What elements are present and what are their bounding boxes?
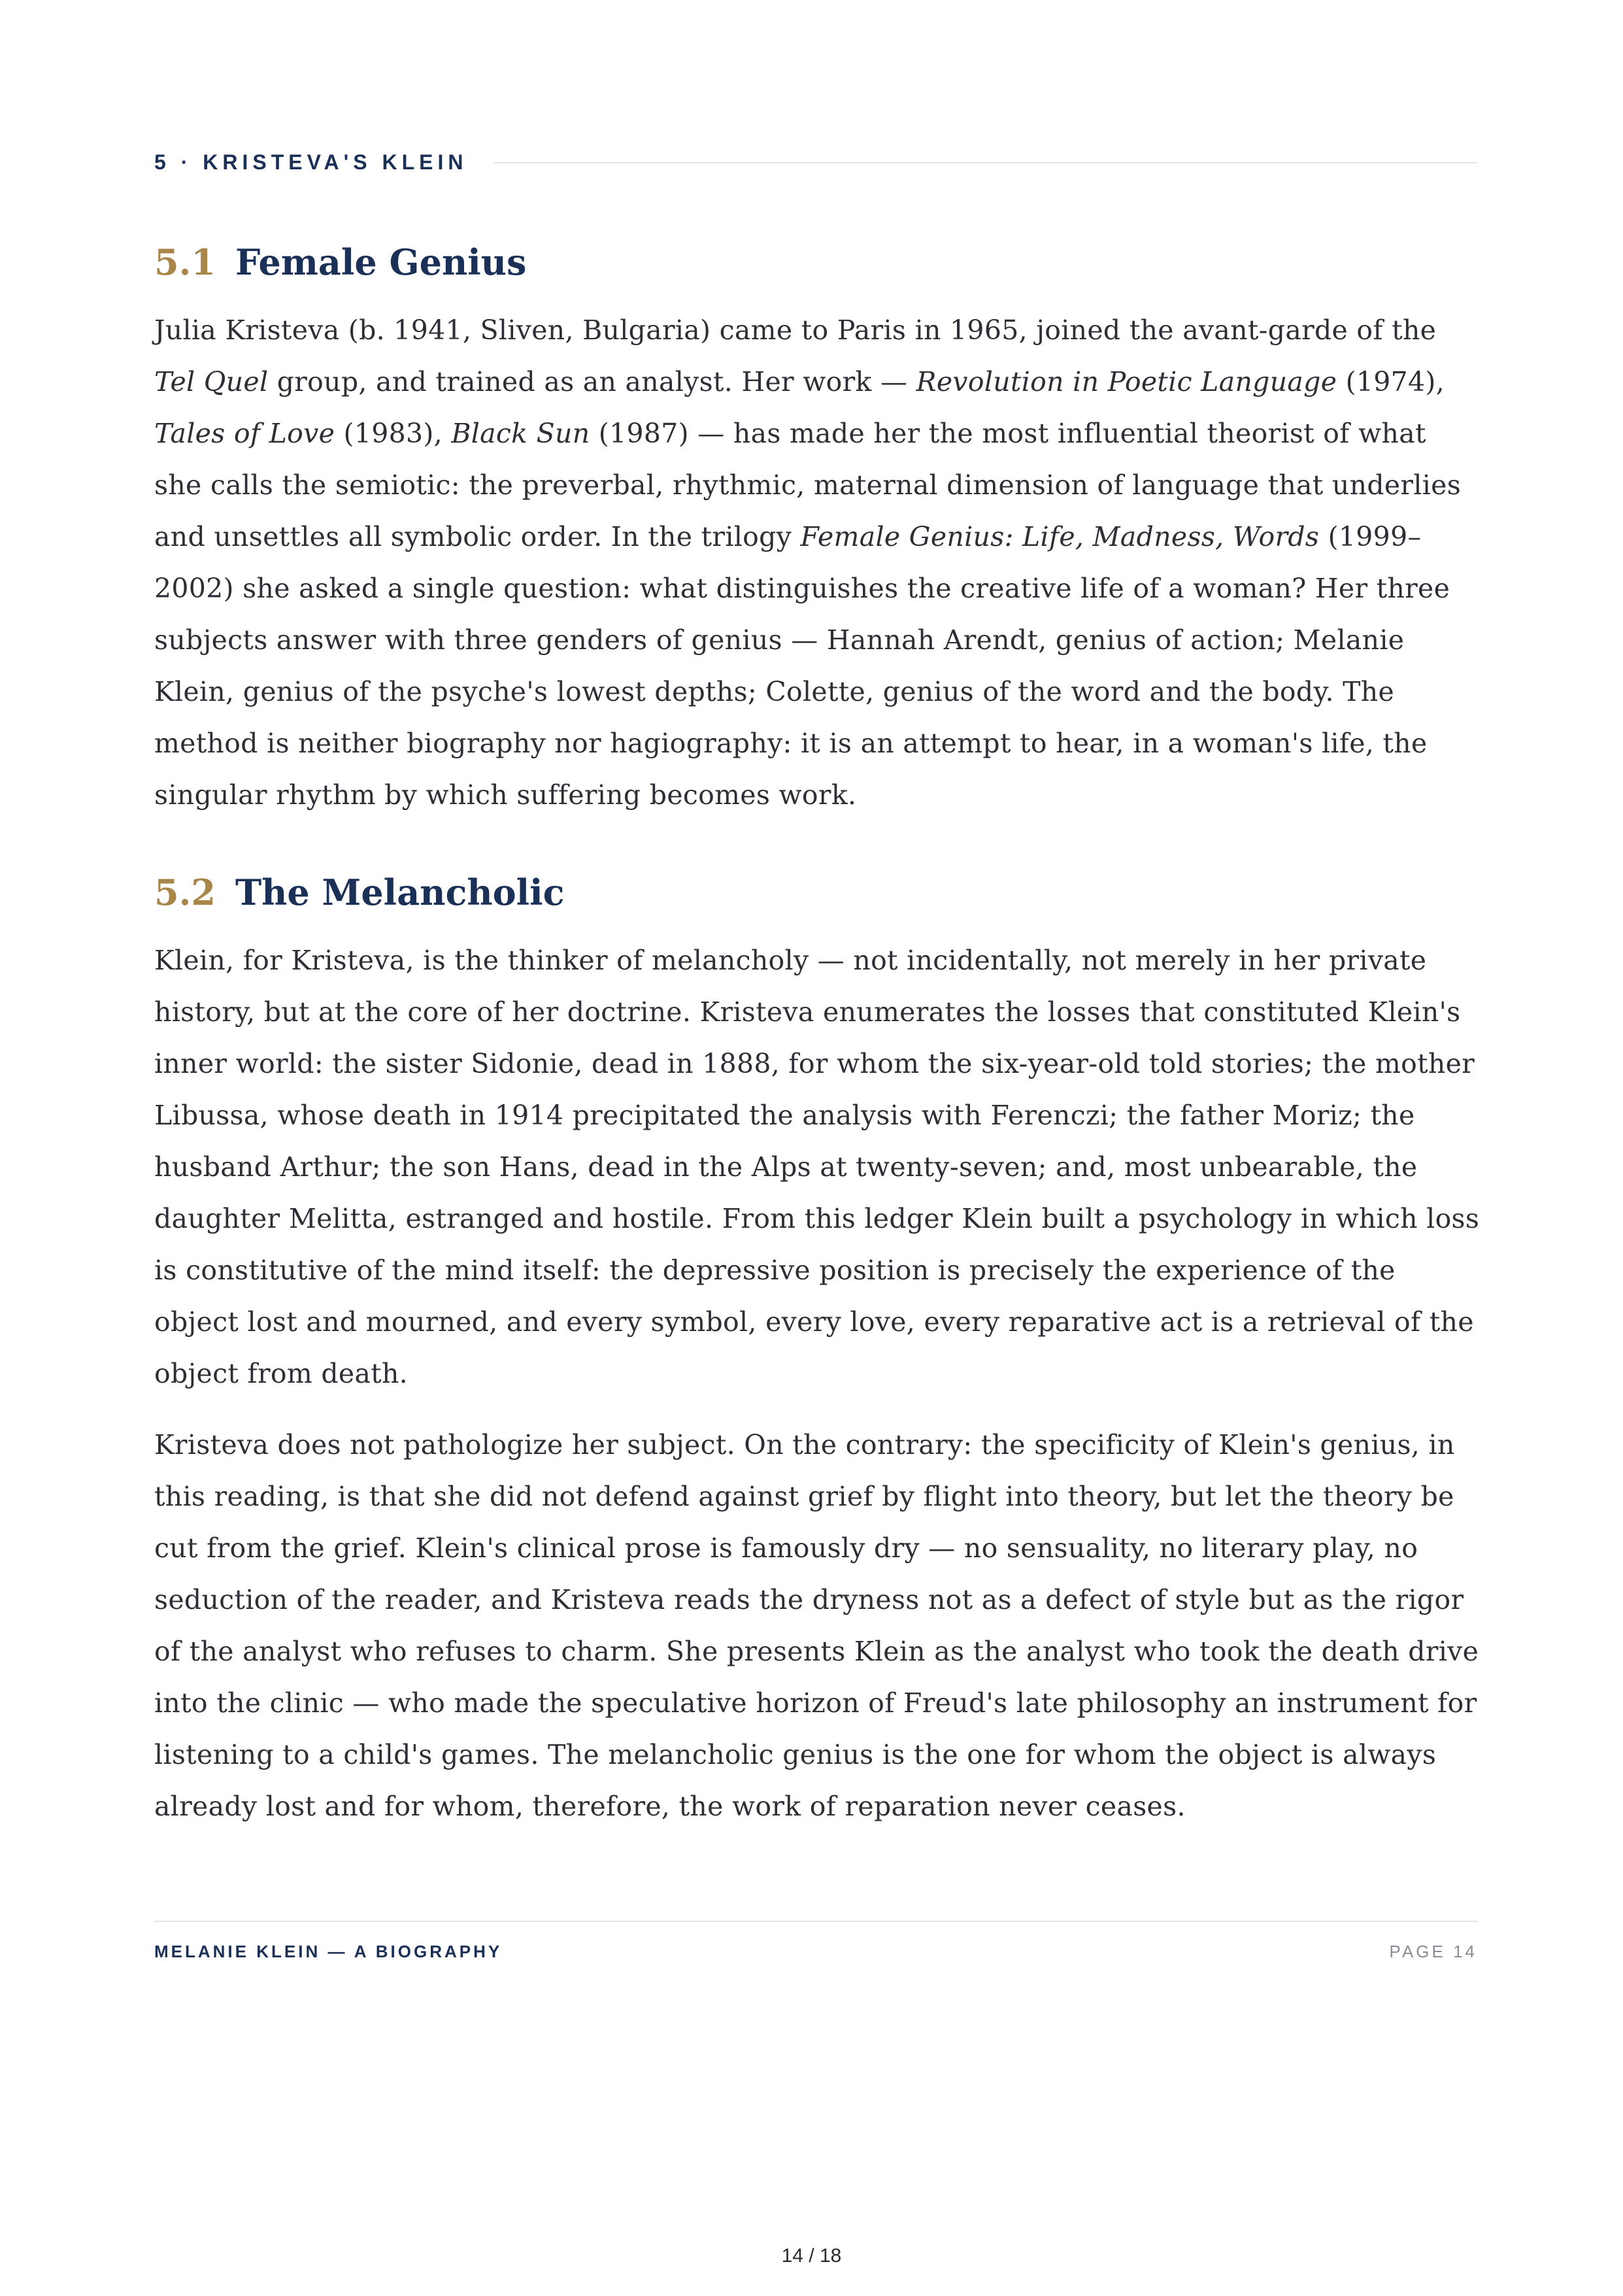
italic-title: Revolution in Poetic Language [916, 366, 1337, 397]
italic-title: Tales of Love [154, 418, 335, 449]
text-run: (1999–2002) she asked a single question: what distinguishes the creative life of a woman? Her three subjects answer with three genders of genius — Hannah Arendt, genius of action; Melanie Klein, genius of the psyche's lowest depths; Colette, genius of the word and the body. The method is neither biography nor hagiography: it is an attempt to hear, in a woman's life, the singular rhythm by which suffering becomes work. [154, 521, 1450, 811]
body-paragraph [154, 1419, 1481, 1832]
page-counter: 14 / 18 [781, 2245, 842, 2267]
header-rule [494, 162, 1478, 163]
italic-title: Black Sun [451, 418, 590, 449]
body-paragraph [154, 305, 1481, 821]
section-number: 5.1 [154, 241, 216, 283]
italic-title: Female Genius: Life, Madness, Words [800, 521, 1320, 552]
text-run: Julia Kristeva (b. 1941, Sliven, Bulgaria) came to Paris in 1965, joined the avant-garde of the [154, 314, 1437, 346]
footer-page-label: PAGE 14 [1389, 1942, 1477, 1961]
body-paragraph [154, 935, 1481, 1400]
text-run: Klein, for Kristeva, is the thinker of melancholy — not incidentally, not merely in her private history, but at the core of her doctrine. Kristeva enumerates the losses that constituted Klein's inner world: the sister Sidonie, dead in 1888, for whom the six-year-old told stories; the mother Libussa, whose death in 1914 precipitated the analysis with Ferenczi; the father Moriz; the husband Arthur; the son Hans, dead in the Alps at twenty-seven; and, most unbearable, the daughter Melitta, estranged and hostile. From this ledger Klein built a psychology in which loss is constitutive of the mind itself: the depressive position is precisely the experience of the object lost and mourned, and every symbol, every love, every reparative act is a retrieval of the object from death. [154, 945, 1480, 1389]
text-run: (1987) — has made her the most influential theorist of what she calls the semiotic: the preverbal, rhythmic, maternal dimension of language that underlies and unsettles all symbolic order. In the trilogy [154, 418, 1462, 552]
footer-book-title: MELANIE KLEIN — A BIOGRAPHY [154, 1942, 503, 1961]
text-run: (1983), [335, 418, 452, 449]
section-heading-5-1 [154, 233, 1481, 292]
italic-title: Tel Quel [154, 366, 269, 397]
section-title: The Melancholic [235, 871, 565, 913]
text-run: group, and trained as an analyst. Her work — [268, 366, 916, 397]
section-heading-5-2 [154, 863, 1481, 922]
section-number: 5.2 [154, 871, 216, 913]
main-content [154, 233, 1481, 1852]
chapter-title: 5 · KRISTEVA'S KLEIN [154, 150, 468, 174]
running-header [154, 150, 1477, 175]
section-title: Female Genius [235, 241, 527, 283]
text-run: (1974), [1337, 366, 1445, 397]
text-run: Kristeva does not pathologize her subject. On the contrary: the specificity of Klein's genius, in this reading, is that she did not defend against grief by flight into theory, but let the theory be cut from the grief. Klein's clinical prose is famously dry — no sensuality, no literary play, no seduction of the reader, and Kristeva reads the dryness not as a defect of style but as the rigor of the analyst who refuses to charm. She presents Klein as the analyst who took the death drive into the clinic — who made the speculative horizon of Freud's late philosophy an instrument for listening to a child's games. The melancholic genius is the one for whom the object is always already lost and for whom, therefore, the work of reparation never ceases. [154, 1429, 1479, 1822]
page-footer [154, 1921, 1477, 1962]
